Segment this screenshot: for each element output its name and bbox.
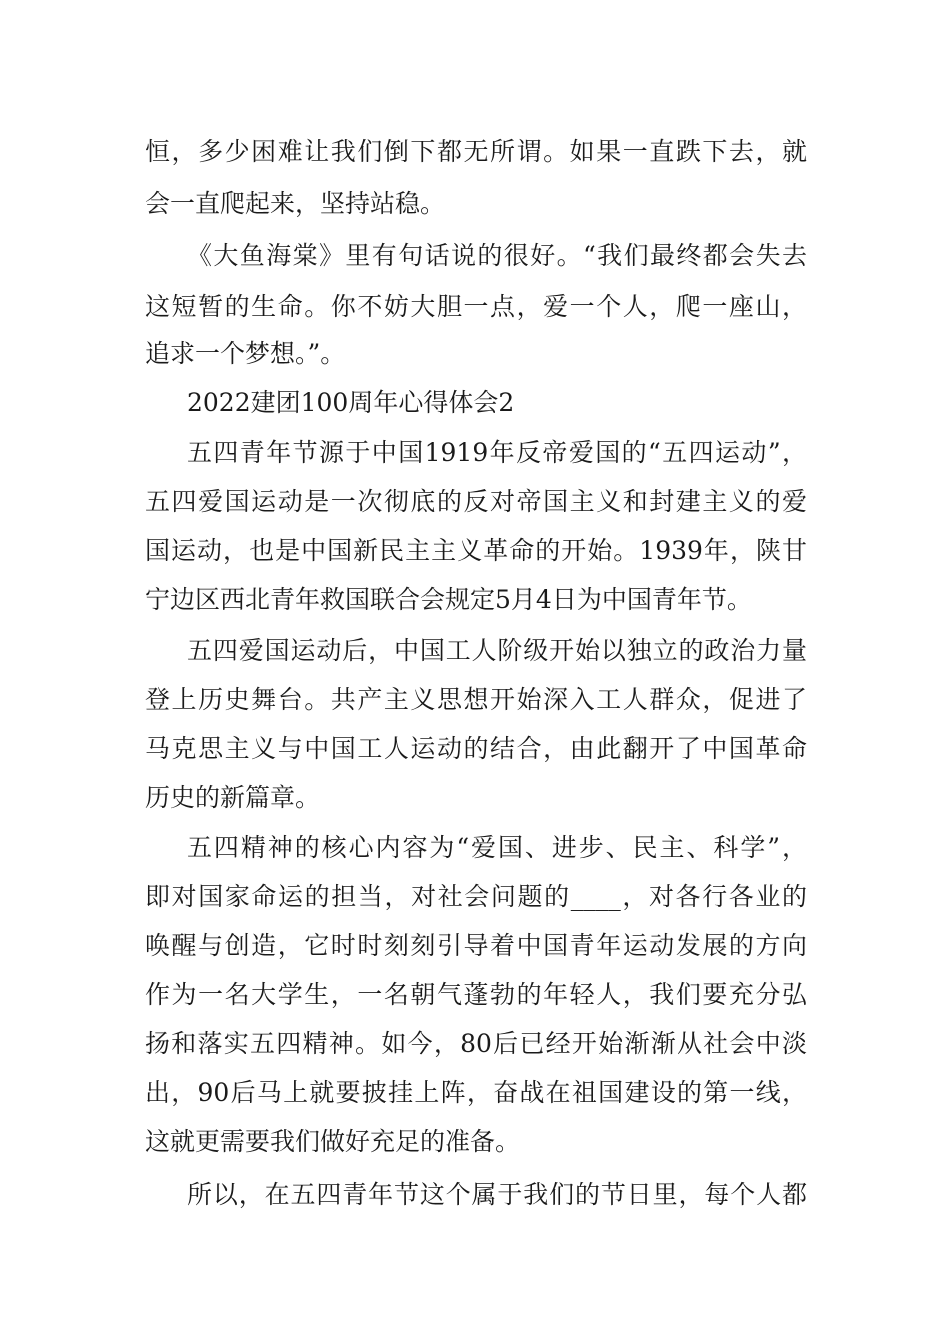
text-line: 会一直爬起来，坚持站稳。 [145, 189, 446, 218]
paragraph-start-line: 五四爱国运动后，中国工人阶级开始以独立的政治力量 [187, 636, 807, 665]
text-line: 这短暂的生命。你不妨大胆一点，爱一个人，爬一座山， [145, 292, 807, 321]
paragraph-start-line: 五四青年节源于中国1919年反帝爱国的“五四运动”， [187, 438, 807, 467]
text-line: 这就更需要我们做好充足的准备。 [145, 1127, 521, 1156]
text-line: 作为一名大学生，一名朝气蓬勃的年轻人，我们要充分弘 [145, 980, 807, 1009]
text-line: 五四爱国运动是一次彻底的反对帝国主义和封建主义的爱 [145, 487, 807, 516]
text-line: 恒，多少困难让我们倒下都无所谓。如果一直跌下去，就 [145, 137, 807, 166]
text-line: 马克思主义与中国工人运动的结合，由此翻开了中国革命 [145, 734, 807, 763]
text-line: 唤醒与创造，它时时刻刻引导着中国青年运动发展的方向 [145, 931, 807, 960]
section-heading: 2022建团100周年心得体会2 [187, 388, 515, 417]
text-line: 登上历史舞台。共产主义思想开始深入工人群众，促进了 [145, 685, 807, 714]
paragraph-start-line: 《大鱼海棠》里有句话说的很好。“我们最终都会失去 [187, 241, 807, 270]
text-line: 国运动，也是中国新民主主义革命的开始。1939年，陕甘 [145, 536, 807, 565]
paragraph-start-line: 所以，在五四青年节这个属于我们的节日里，每个人都 [187, 1180, 807, 1209]
text-line: 宁边区西北青年救国联合会规定5月4日为中国青年节。 [145, 585, 752, 614]
text-line: 即对国家命运的担当，对社会问题的____，对各行各业的 [145, 882, 807, 911]
text-line: 追求一个梦想。”。 [145, 339, 346, 368]
paragraph-start-line: 五四精神的核心内容为“爱国、进步、民主、科学”， [187, 833, 807, 862]
text-line: 出，90后马上就要披挂上阵，奋战在祖国建设的第一线， [145, 1078, 807, 1107]
text-line: 扬和落实五四精神。如今，80后已经开始渐渐从社会中淡 [145, 1029, 807, 1058]
text-line: 历史的新篇章。 [145, 783, 321, 812]
